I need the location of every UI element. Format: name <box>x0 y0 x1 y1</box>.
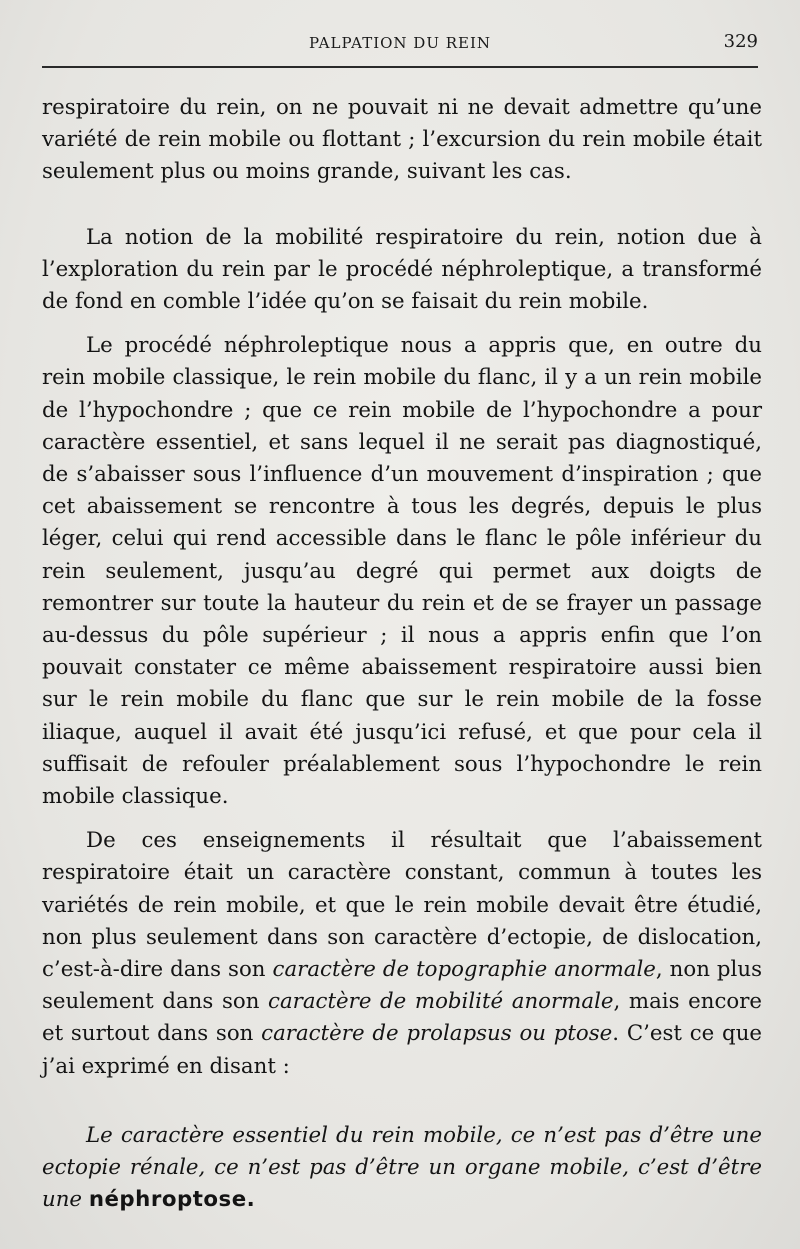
page-header <box>42 22 758 62</box>
paragraph-4-emphasis-2: caractère de mobilité anormale <box>268 989 614 1015</box>
paragraph-3: Le procédé néphroleptique nous a appris que, en outre du rein mobile classique, le rein mobile du flanc, il y a un rein mobile de l’hypochondre ; que ce rein mobile de l’hypochondre a pour caractère essentiel, et sans lequel il ne serait pas diagnostiqué, de s’abaisser sous l’influence d’un mouvement d’inspiration ; que cet abaissement se rencontre à tous les degrés, depuis le plus léger, celui qui rend accessible dans le flanc le pôle inférieur du rein seulement, jusqu’au degré qui permet aux doigts de remontrer sur toute la hauteur du rein et de se frayer un passage au-dessus du pôle supérieur ; il nous a appris enfin que l’on pouvait constater ce même abaissement respiratoire aussi bien sur le rein mobile du flanc que sur le rein mobile de la fosse iliaque, auquel il avait été jusqu’ici refusé, et que pour cela il suffisait de refouler préalablement sous l’hypochondre le rein mobile classique. <box>42 333 762 810</box>
paragraph-4-emphasis-3: caractère de prolapsus ou ptose <box>261 1021 613 1047</box>
paragraph-2: La notion de la mobilité respiratoire du rein, notion due à l’exploration du rein par le procédé néphroleptique, a transformé de fond en comble l’idée qu’on se faisait du rein mobile. <box>42 224 762 315</box>
header-rule <box>42 66 758 68</box>
running-title: PALPATION DU REIN <box>308 34 492 52</box>
conclusion-italic-text: Le caractère essentiel du rein mobile, ce n’est pas d’être une ectopie rénale, ce n’est pas d’être un organe mobile, c’est d’être une <box>42 1122 762 1213</box>
body-text <box>42 92 762 1217</box>
paragraph-4-emphasis-1: caractère de topographie anormale <box>272 957 656 983</box>
conclusion-period: . <box>246 1187 256 1213</box>
paragraph-4-text-1: De ces enseignements il résultait que l’abaissement respiratoire était un caractère constant, commun à toutes les variétés de rein mobile, et que le rein mobile devait être étudié, non plus seulement dans son caractère d’ectopie, de dislocation, c’est-à-dire dans son <box>42 828 762 983</box>
conclusion-statement <box>42 1120 762 1217</box>
paragraph-4 <box>42 825 762 1083</box>
paragraph-1: respiratoire du rein, on ne pouvait ni ne devait admettre qu’une variété de rein mobile ou flottant ; l’excursion du rein mobile était seulement plus ou moins grande, suivant les cas. <box>42 95 762 185</box>
conclusion-bold-term: néphroptose <box>88 1187 247 1213</box>
paragraph-4-text-2: , non plus seulement dans son <box>42 957 763 1015</box>
paragraph-4-text-4: . C’est ce que j’ai exprimé en disant : <box>42 1021 763 1079</box>
page-number: 329 <box>723 31 758 52</box>
paragraph-4-text-3: , mais encore et surtout dans son <box>42 989 762 1047</box>
